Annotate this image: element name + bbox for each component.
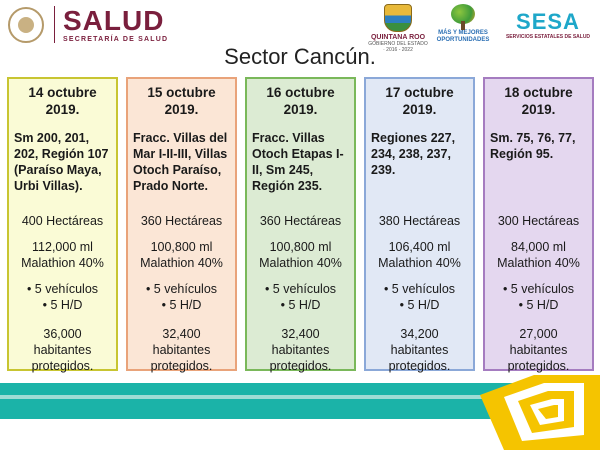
quintana-roo-subtitle: GOBIERNO DEL ESTADO · 2016 - 2022 [368, 41, 428, 53]
day-date: 17 octubre 2019. [385, 85, 454, 117]
day-protected: protegidos. [150, 359, 213, 373]
day-product: Malathion 40% [378, 256, 461, 270]
day-hd: • 5 H/D [399, 298, 440, 312]
day-column [364, 77, 475, 371]
sesa-wordmark: SESA [516, 9, 580, 34]
oportunidades-line1: MÁS Y MEJORES [438, 30, 488, 36]
day-ml: 100,800 ml [269, 240, 332, 254]
day-area: Regiones 227, 234, 238, 237, 239. [371, 131, 456, 177]
oportunidades-logo [432, 4, 494, 44]
salud-subtitle: SECRETARÍA DE SALUD [63, 36, 169, 43]
day-area: Fracc. Villas Otoch Etapas I-II, Sm 245, Región 235. [252, 131, 344, 193]
schedule-columns [7, 77, 595, 373]
footer-spiral-decoration [474, 375, 600, 450]
day-hectares: 380 Hectáreas [378, 214, 461, 228]
day-habitants: 27,000 habitantes [509, 327, 568, 357]
day-hectares: 360 Hectáreas [259, 214, 342, 228]
day-protected: protegidos. [269, 359, 332, 373]
day-resources [252, 281, 349, 313]
day-date: 15 octubre 2019. [147, 85, 216, 117]
day-column [126, 77, 237, 371]
salud-logo-text [54, 6, 168, 43]
day-product: Malathion 40% [497, 256, 580, 270]
sesa-logo [500, 10, 596, 40]
day-resources [14, 281, 111, 313]
day-hd: • 5 H/D [280, 298, 321, 312]
day-habitants: 34,200 habitantes [390, 327, 449, 357]
day-date: 16 octubre 2019. [266, 85, 335, 117]
day-hectares: 300 Hectáreas [497, 214, 580, 228]
day-vehicles: • 5 vehículos [26, 282, 99, 296]
day-vehicles: • 5 vehículos [145, 282, 218, 296]
day-date: 14 octubre 2019. [28, 85, 97, 117]
day-resources [490, 281, 587, 313]
day-area: Sm. 75, 76, 77, Región 95. [490, 131, 576, 161]
day-vehicles: • 5 vehículos [383, 282, 456, 296]
day-column [7, 77, 118, 371]
day-vehicles: • 5 vehículos [264, 282, 337, 296]
day-protected: protegidos. [31, 359, 94, 373]
day-protected: protegidos. [388, 359, 451, 373]
day-hd: • 5 H/D [518, 298, 559, 312]
day-area: Sm 200, 201, 202, Región 107 (Paraíso Maya, Urbi Villas). [14, 131, 109, 193]
day-ml: 106,400 ml [388, 240, 451, 254]
day-product: Malathion 40% [21, 256, 104, 270]
salud-wordmark: SALUD [63, 5, 165, 36]
day-resources [133, 281, 230, 313]
sesa-subtitle: SERVICIOS ESTATALES DE SALUD [505, 34, 591, 40]
day-hd: • 5 H/D [42, 298, 83, 312]
day-product: Malathion 40% [140, 256, 223, 270]
tree-icon [448, 4, 478, 30]
day-area: Fracc. Villas del Mar I-II-III, Villas Otoch Paraíso, Prado Norte. [133, 131, 228, 193]
day-column [245, 77, 356, 371]
day-habitants: 36,000 habitantes [33, 327, 92, 357]
day-habitants: 32,400 habitantes [271, 327, 330, 357]
quintana-roo-crest-icon [384, 4, 412, 32]
day-habitants: 32,400 habitantes [152, 327, 211, 357]
page-title: Sector Cancún. [224, 44, 376, 69]
day-product: Malathion 40% [259, 256, 342, 270]
day-date: 18 octubre 2019. [504, 85, 573, 117]
day-protected: protegidos. [507, 359, 570, 373]
day-resources [371, 281, 468, 313]
quintana-roo-name: QUINTANA ROO [370, 34, 426, 41]
day-hectares: 400 Hectáreas [21, 214, 104, 228]
day-hectares: 360 Hectáreas [140, 214, 223, 228]
day-vehicles: • 5 vehículos [502, 282, 575, 296]
day-hd: • 5 H/D [161, 298, 202, 312]
oportunidades-line2: OPORTUNIDADES [436, 37, 490, 43]
day-ml: 84,000 ml [511, 240, 566, 254]
day-column [483, 77, 594, 371]
day-ml: 112,000 ml [32, 240, 93, 254]
mexico-seal-icon [8, 7, 44, 43]
day-ml: 100,800 ml [150, 240, 213, 254]
salud-logo [8, 6, 168, 43]
